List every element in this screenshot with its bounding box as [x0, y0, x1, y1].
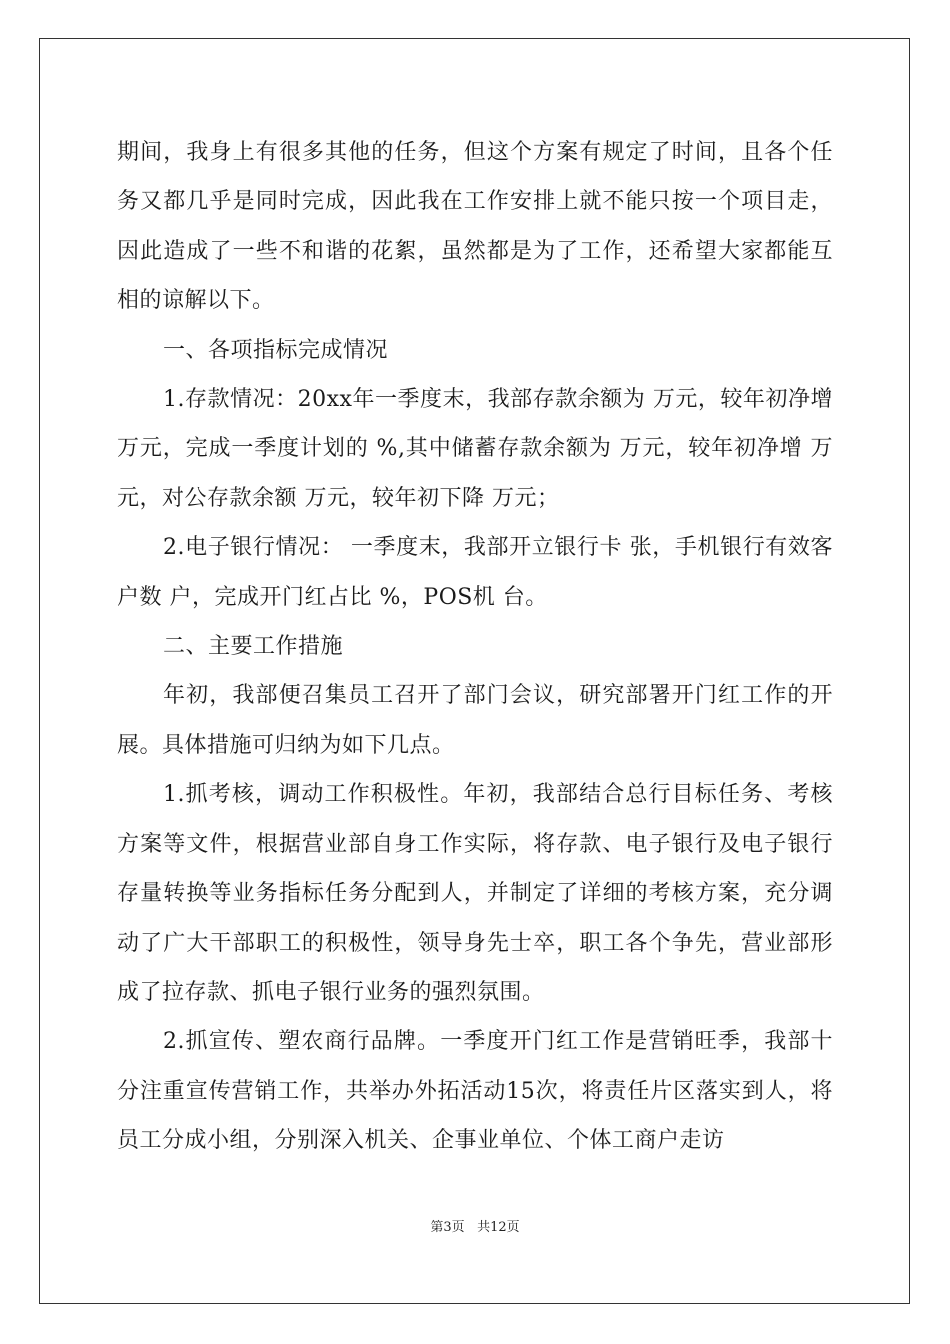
body-paragraph: 2.抓宣传、塑农商行品牌。一季度开门红工作是营销旺季，我部十分注重宣传营销工作，共举办外拓活动15次，将责任片区落实到人，将员工分成小组，分别深入机关、企事业单位、个体工商户走访 — [117, 1029, 833, 1154]
page-footer — [0, 1219, 950, 1237]
section-heading-indicators: 一、各项指标完成情况 — [163, 337, 389, 363]
page-total: 共12页 — [477, 1220, 520, 1235]
document-body — [117, 128, 833, 1166]
body-paragraph: 1.存款情况：20xx年一季度末，我部存款余额为 万元，较年初净增 万元，完成一季度计划的 %,其中储蓄存款余额为 万元，较年初净增 万元，对公存款余额 万元，较年初下降 万元； — [117, 387, 833, 511]
body-paragraph: 2.电子银行情况： 一季度末，我部开立银行卡 张，手机银行有效客户数 户，完成开门红占比 %，POS机 台。 — [117, 535, 833, 610]
body-paragraph: 1.抓考核，调动工作积极性。年初，我部结合总行目标任务、考核方案等文件，根据营业部自身工作实际，将存款、电子银行及电子银行存量转换等业务指标任务分配到人，并制定了详细的考核方案，充分调动了广大干部职工的积极性，领导身先士卒，职工各个争先，营业部形成了拉存款、抓电子银行业务的强烈氛围。 — [117, 782, 833, 1005]
section-heading-measures: 二、主要工作措施 — [163, 634, 344, 660]
page-number: 第3页 — [430, 1220, 465, 1235]
body-paragraph: 期间，我身上有很多其他的任务，但这个方案有规定了时间，且各个任务又都几乎是同时完成，因此我在工作安排上就不能只按一个项目走，因此造成了一些不和谐的花絮，虽然都是为了工作，还希望大家都能互相的谅解以下。 — [117, 140, 833, 314]
body-paragraph: 年初，我部便召集员工召开了部门会议，研究部署开门红工作的开展。具体措施可归纳为如下几点。 — [117, 683, 833, 758]
